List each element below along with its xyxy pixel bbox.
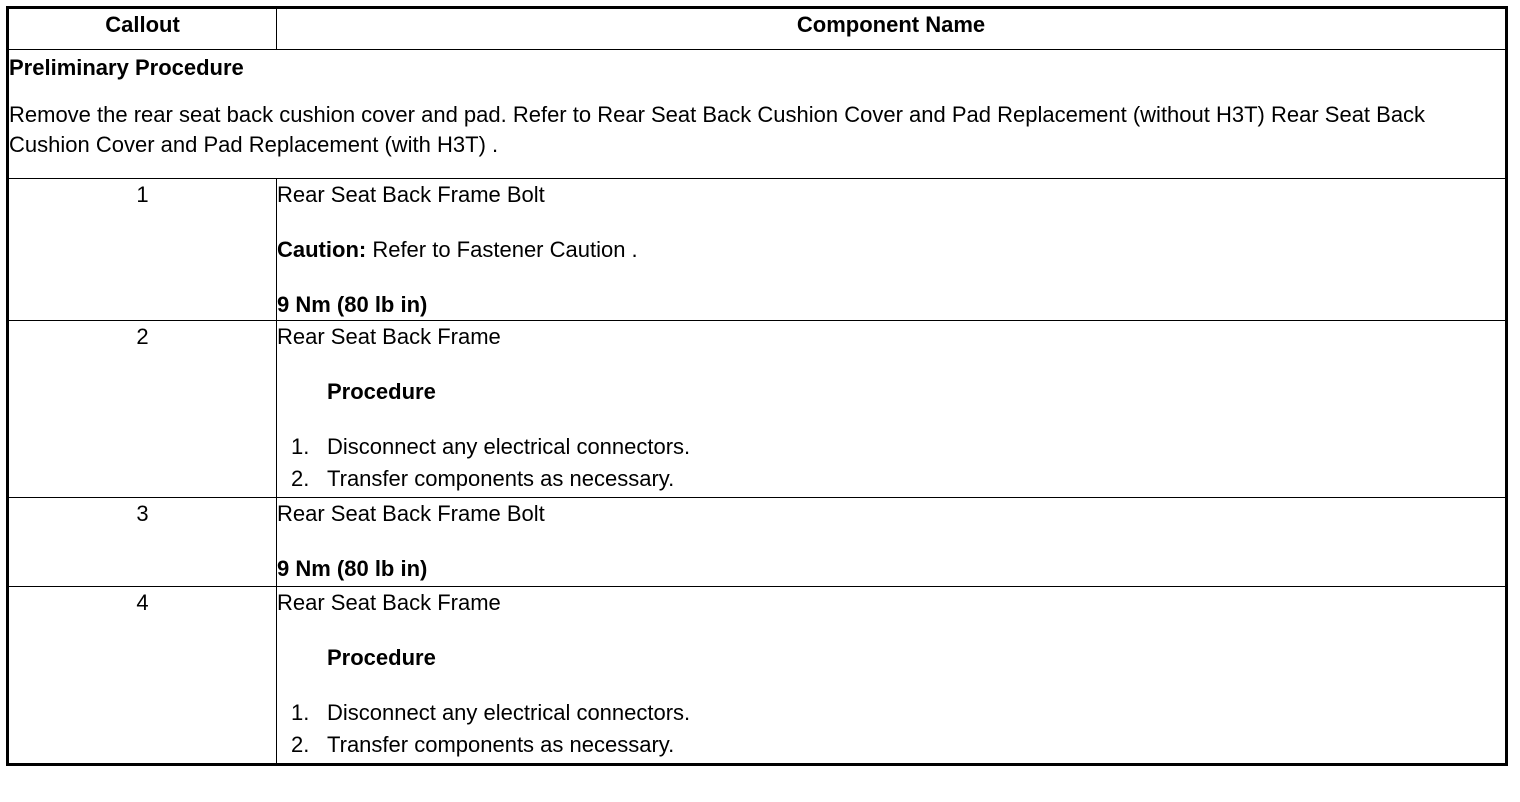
caution-note	[277, 234, 1505, 265]
procedure-step	[277, 463, 1505, 495]
component-name: Rear Seat Back Frame	[277, 324, 501, 349]
step-number: 1.	[291, 700, 310, 725]
preliminary-row	[8, 50, 1507, 179]
procedure-title: Procedure	[327, 379, 436, 404]
table-row	[8, 321, 1507, 498]
callout-number: 3	[8, 498, 277, 587]
step-number: 2.	[291, 732, 310, 757]
component-name: Rear Seat Back Frame Bolt	[277, 182, 545, 207]
header-row	[8, 8, 1507, 50]
procedure-steps	[277, 697, 1505, 761]
procedure-step	[277, 697, 1505, 729]
step-text: Transfer components as necessary.	[327, 732, 675, 757]
component-cell	[277, 179, 1507, 321]
callout-number: 2	[8, 321, 277, 498]
table-row	[8, 179, 1507, 321]
step-text: Disconnect any electrical connectors.	[327, 434, 691, 459]
callout-header: Callout	[8, 8, 277, 50]
preliminary-cell	[8, 50, 1507, 179]
step-text: Transfer components as necessary.	[327, 466, 675, 491]
procedure-step	[277, 431, 1505, 463]
component-name-header: Component Name	[277, 8, 1507, 50]
table-row	[8, 587, 1507, 765]
component-name: Rear Seat Back Frame	[277, 590, 501, 615]
component-cell	[277, 498, 1507, 587]
procedure-steps	[277, 431, 1505, 495]
preliminary-text: Remove the rear seat back cushion cover and pad. Refer to Rear Seat Back Cushion Cover and Pad Replacement (without H3T) Rear Seat Back Cushion Cover and Pad Replacement (with H3T) .	[9, 102, 1426, 157]
step-text: Disconnect any electrical connectors.	[327, 700, 691, 725]
step-number: 2.	[291, 466, 310, 491]
procedure-step	[277, 729, 1505, 761]
component-name: Rear Seat Back Frame Bolt	[277, 501, 545, 526]
caution-label: Caution:	[277, 237, 367, 262]
preliminary-title: Preliminary Procedure	[9, 55, 244, 80]
table-row	[8, 498, 1507, 587]
caution-text: Refer to Fastener Caution .	[366, 237, 638, 262]
component-cell	[277, 587, 1507, 765]
torque-spec: 9 Nm (80 lb in)	[277, 292, 428, 317]
callout-number: 1	[8, 179, 277, 321]
torque-spec: 9 Nm (80 lb in)	[277, 556, 428, 581]
callout-number: 4	[8, 587, 277, 765]
step-number: 1.	[291, 434, 310, 459]
procedure-title: Procedure	[327, 645, 436, 670]
component-table	[6, 6, 1508, 766]
component-cell	[277, 321, 1507, 498]
